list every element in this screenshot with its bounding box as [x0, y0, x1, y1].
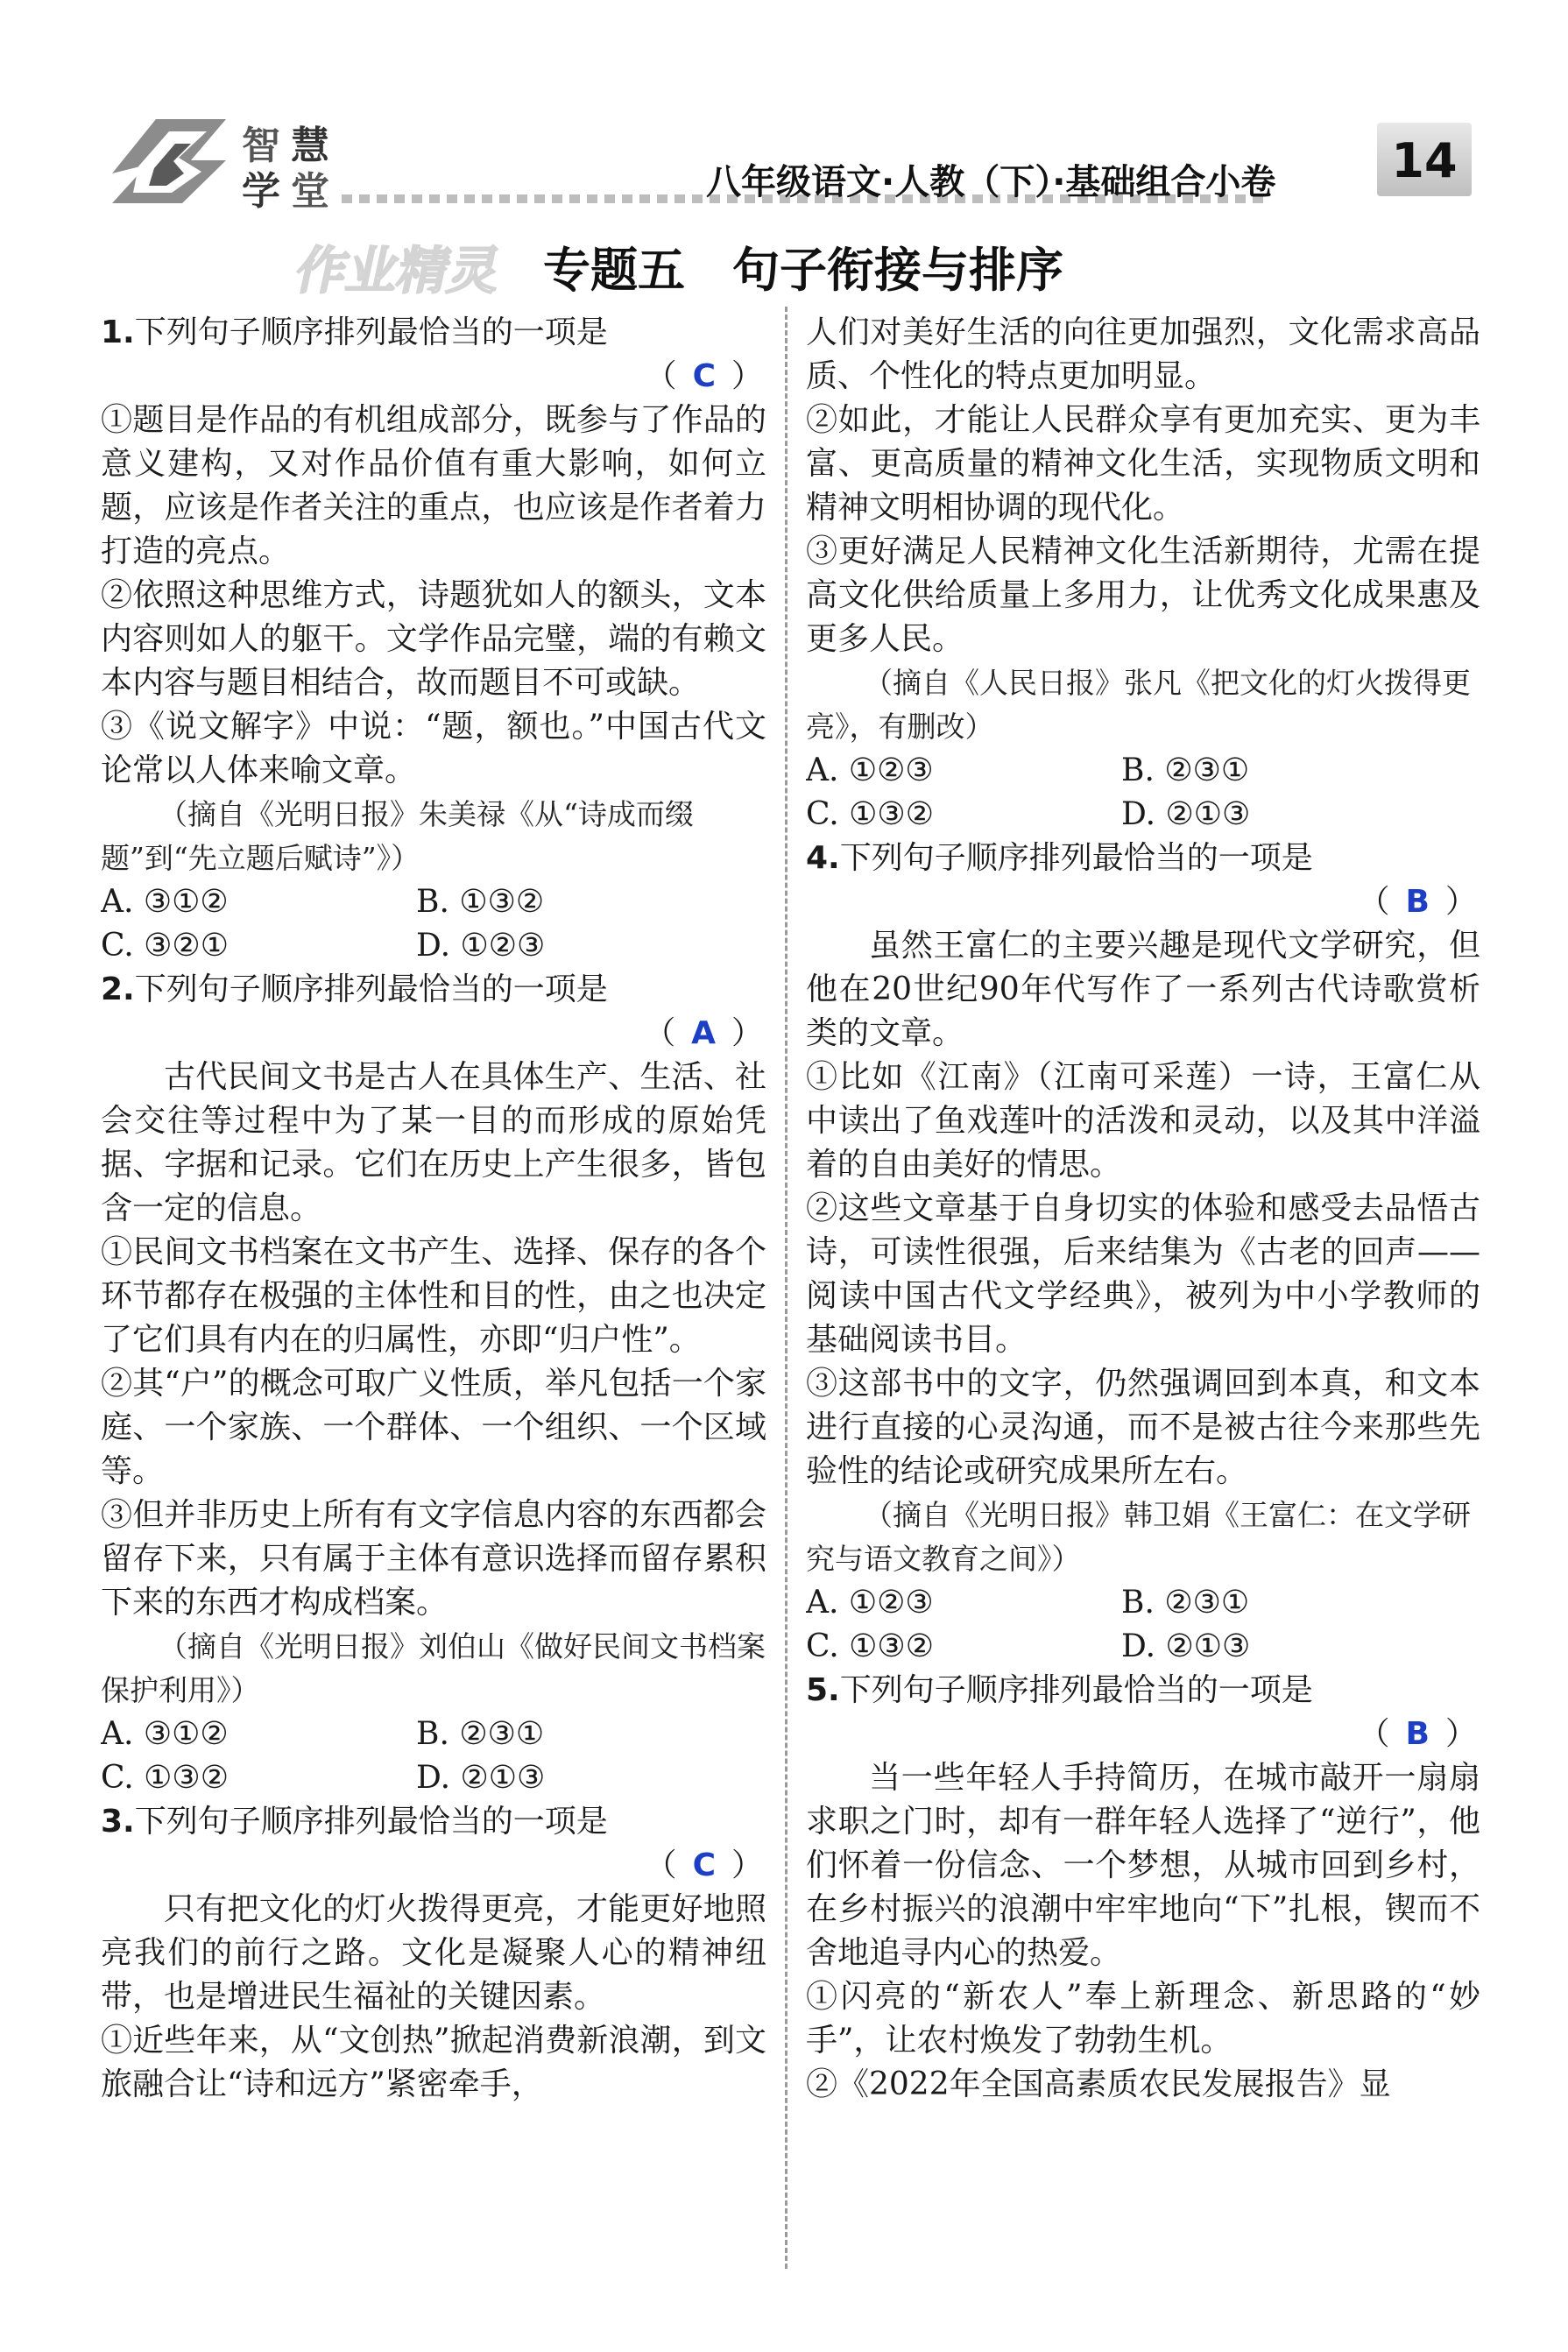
logo-char: 学	[242, 169, 280, 214]
sentence: 人们对美好生活的向往更加强烈，文化需求高品质、个性化的特点更加明显。	[806, 314, 1480, 394]
watermark: 作业精灵	[290, 241, 507, 300]
logo-text	[242, 114, 347, 214]
source-citation: （摘自《光明日报》朱美禄《从“诗成而缀题”到“先立题后赋诗”》）	[101, 797, 694, 875]
option: D. ②①③	[1121, 1628, 1251, 1664]
sentence: ①题目是作品的有机组成部分，既参与了作品的意义建构，又对作品价值有重大影响，如何立题，应该是作者关注的重点，也应该是作者着力打造的亮点。	[101, 402, 766, 569]
intro-paragraph: 虽然王富仁的主要兴趣是现代文学研究，但他在20世纪90年代写作了一系列古代诗歌赏析类的文章。	[806, 928, 1480, 1051]
question-stem: 下列句子顺序排列最恰当的一项是	[134, 1804, 608, 1840]
answer-letter: B	[1405, 1716, 1430, 1752]
question-3	[101, 1800, 766, 2107]
source-citation: （摘自《光明日报》刘伯山《做好民间文书档案保护利用》）	[101, 1629, 766, 1707]
book-title: 八年级语文·人教（下）·基础组合小卷	[706, 162, 1276, 202]
sentence: ③更好满足人民精神文化生活新期待，尤需在提高文化供给质量上多用力，让优秀文化成果惠及更多人民。	[806, 533, 1480, 657]
answer-bracket: （ B ）	[1358, 1716, 1477, 1752]
options	[101, 1713, 766, 1800]
option: D. ②①③	[1121, 796, 1251, 832]
answer-bracket: （ B ）	[1358, 884, 1477, 920]
question-5	[806, 1669, 1480, 2107]
question-3-continued	[806, 311, 1480, 837]
sentence: ③《说文解字》中说：“题，额也。”中国古代文论常以人体来喻文章。	[101, 709, 766, 788]
page-number: 14	[1391, 133, 1458, 188]
question-2	[101, 968, 766, 1800]
question-stem: 下列句子顺序排列最恰当的一项是	[134, 314, 608, 350]
option: A. ①②③	[806, 752, 934, 788]
question-stem: 下列句子顺序排列最恰当的一项是	[839, 1672, 1313, 1708]
page-number-badge	[1377, 123, 1472, 196]
option: A. ①②③	[806, 1585, 934, 1621]
sentence: ①比如《江南》（江南可采莲）一诗，王富仁从中读出了鱼戏莲叶的活泼和灵动，以及其中洋溢着的自由美好的情思。	[806, 1059, 1480, 1183]
intro-paragraph: 古代民间文书是古人在具体生产、生活、社会交往等过程中为了某一目的而形成的原始凭据、字据和记录。它们在历史上产生很多，皆包含一定的信息。	[101, 1059, 766, 1226]
page-header	[0, 0, 1568, 219]
column-divider	[785, 307, 788, 2269]
sentence: ①闪亮的“新农人”奉上新理念、新思路的“妙手”，让农村焕发了勃勃生机。	[806, 1979, 1480, 2059]
question-number: 2.	[101, 971, 135, 1007]
answer-bracket: （ C ）	[645, 1847, 763, 1883]
option: B. ①③②	[416, 884, 545, 920]
answer-letter: C	[692, 358, 716, 394]
logo-char: 智	[242, 124, 280, 168]
logo-char: 慧	[291, 124, 329, 168]
question-stem: 下列句子顺序排列最恰当的一项是	[839, 840, 1313, 876]
question-stem: 下列句子顺序排列最恰当的一项是	[134, 971, 608, 1007]
intro-paragraph: 当一些年轻人手持简历，在城市敲开一扇扇求职之门时，却有一群年轻人选择了“逆行”，他们怀着一份信念、一个梦想，从城市回到乡村，在乡村振兴的浪潮中牢牢地向“下”扎根，锲而不舍地追寻内心的热爱。	[806, 1760, 1480, 1971]
sentence: ②依照这种思维方式，诗题犹如人的额头，文本内容则如人的躯干。文学作品完璧，端的有赖文本内容与题目相结合，故而题目不可或缺。	[101, 577, 766, 701]
answer-bracket: （ C ）	[645, 358, 763, 394]
option: D. ①②③	[416, 928, 546, 964]
question-number: 4.	[806, 840, 840, 876]
options	[101, 880, 766, 968]
question-number: 1.	[101, 314, 135, 350]
sentence: ③但并非历史上所有有文字信息内容的东西都会留存下来，只有属于主体有意识选择而留存累积下来的东西才构成档案。	[101, 1497, 766, 1621]
answer-letter: B	[1405, 884, 1430, 920]
question-number: 3.	[101, 1804, 135, 1840]
sentence: ①民间文书档案在文书产生、选择、保存的各个环节都存在极强的主体性和目的性，由之也决定了它们具有内在的归属性，亦即“归户性”。	[101, 1234, 766, 1358]
question-number: 5.	[806, 1672, 840, 1708]
source-citation: （摘自《人民日报》张凡《把文化的灯火拨得更亮》，有删改）	[806, 666, 1471, 744]
option: C. ③②①	[101, 928, 229, 964]
option: B. ②③①	[1121, 1585, 1250, 1621]
answer-letter: A	[691, 1015, 716, 1051]
sentence: ②《2022年全国高素质农民发展报告》显	[806, 2066, 1391, 2102]
option: B. ②③①	[416, 1716, 545, 1752]
logo-char: 堂	[291, 169, 329, 214]
option: A. ③①②	[101, 1716, 229, 1752]
option: A. ③①②	[101, 884, 229, 920]
intro-paragraph: 只有把文化的灯火拨得更亮，才能更好地照亮我们的前行之路。文化是凝聚人心的精神纽带，也是增进民生福祉的关键因素。	[101, 1891, 766, 2015]
sentence: ③这部书中的文字，仍然强调回到本真，和文本进行直接的心灵沟通，而不是被古往今来那些先验性的结论或研究成果所左右。	[806, 1366, 1480, 1489]
question-4	[806, 837, 1480, 1669]
option: C. ①③②	[806, 796, 934, 832]
answer-letter: C	[692, 1847, 716, 1883]
right-column	[806, 311, 1480, 2317]
sentence: ②其“户”的概念可取广义性质，举凡包括一个家庭、一个家族、一个群体、一个组织、一个区域等。	[101, 1366, 766, 1489]
options	[806, 749, 1480, 837]
sentence: ②这些文章基于自身切实的体验和感受去品悟古诗，可读性很强，后来结集为《古老的回声——阅读中国古代文学经典》，被列为中小学教师的基础阅读书目。	[806, 1190, 1480, 1358]
sentence: ②如此，才能让人民群众享有更加充实、更为丰富、更高质量的精神文化生活，实现物质文明和精神文明相协调的现代化。	[806, 402, 1480, 526]
logo-s-icon	[103, 112, 235, 208]
option: C. ①③②	[101, 1760, 229, 1796]
option: B. ②③①	[1121, 752, 1250, 788]
source-citation: （摘自《光明日报》韩卫娟《王富仁：在文学研究与语文教育之间》）	[806, 1498, 1471, 1576]
section-title: 专题五 句子衔接与排序	[543, 243, 1063, 298]
question-1	[101, 311, 766, 968]
left-column	[101, 311, 766, 2317]
answer-bracket: （ A ）	[644, 1015, 763, 1051]
option: D. ②①③	[416, 1760, 546, 1796]
option: C. ①③②	[806, 1628, 934, 1664]
sentence: ①近些年来，从“文创热”掀起消费新浪潮，到文旅融合让“诗和远方”紧密牵手，	[101, 2023, 766, 2102]
options	[806, 1581, 1480, 1669]
